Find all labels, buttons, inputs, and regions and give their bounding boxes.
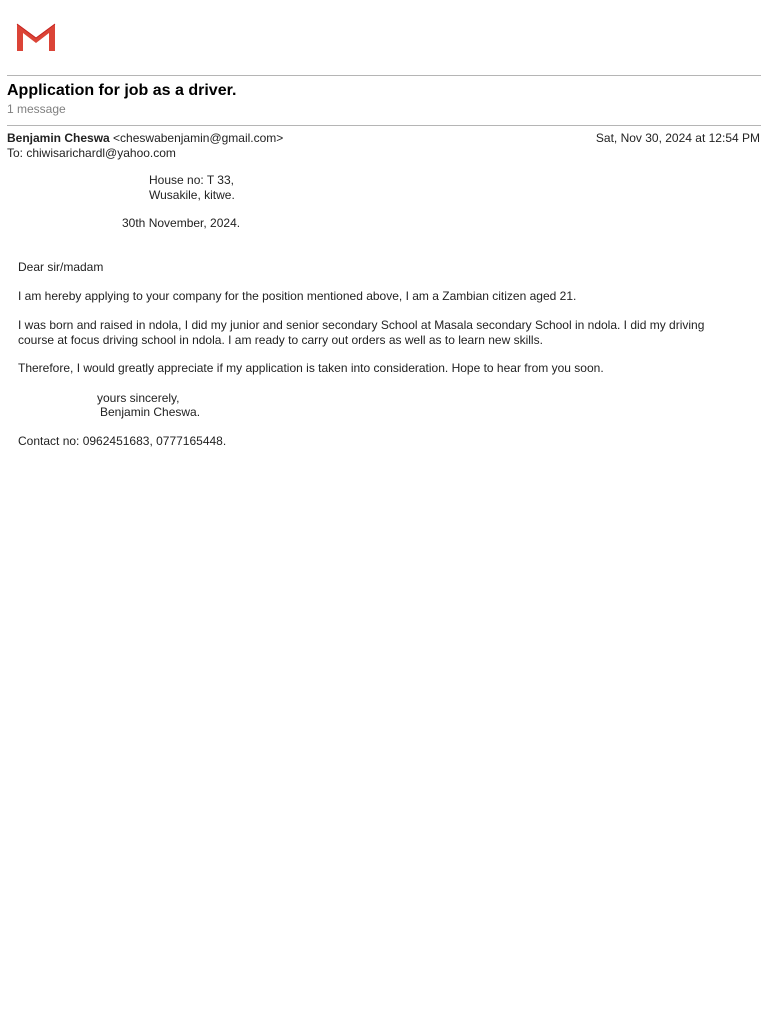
signature: Benjamin Cheswa.	[100, 405, 201, 419]
letter-date: 30th November, 2024.	[122, 216, 241, 230]
sender-name: Benjamin Cheswa	[7, 131, 110, 145]
header-divider	[7, 75, 761, 76]
address-line-1: House no: T 33,	[149, 173, 234, 187]
email-date: Sat, Nov 30, 2024 at 12:54 PM	[595, 131, 760, 145]
sender-email[interactable]: <cheswabenjamin@gmail.com>	[113, 131, 284, 145]
recipient-line: To: chiwisarichardl@yahoo.com	[7, 146, 176, 160]
contact-number: Contact no: 0962451683, 0777165448.	[18, 434, 227, 448]
subject-divider	[7, 125, 761, 126]
closing: yours sincerely,	[97, 391, 180, 405]
sender-line	[7, 131, 283, 145]
paragraph-2: I was born and raised in ndola, I did my junior and senior secondary School at Masala secondary School in ndola. I did my driving course at focus driving school in ndola. I am ready to carry out orders as well as to learn new skills.	[18, 318, 705, 347]
salutation: Dear sir/madam	[18, 260, 104, 274]
gmail-logo-icon	[15, 20, 57, 52]
message-count: 1 message	[7, 102, 66, 116]
email-subject: Application for job as a driver.	[7, 82, 237, 99]
paragraph-3: Therefore, I would greatly appreciate if my application is taken into consideration. Hope to hear from you soon.	[18, 361, 604, 375]
paragraph-1: I am hereby applying to your company for the position mentioned above, I am a Zambian citizen aged 21.	[18, 289, 577, 303]
address-line-2: Wusakile, kitwe.	[149, 188, 235, 202]
gmail-m-icon	[15, 20, 57, 52]
